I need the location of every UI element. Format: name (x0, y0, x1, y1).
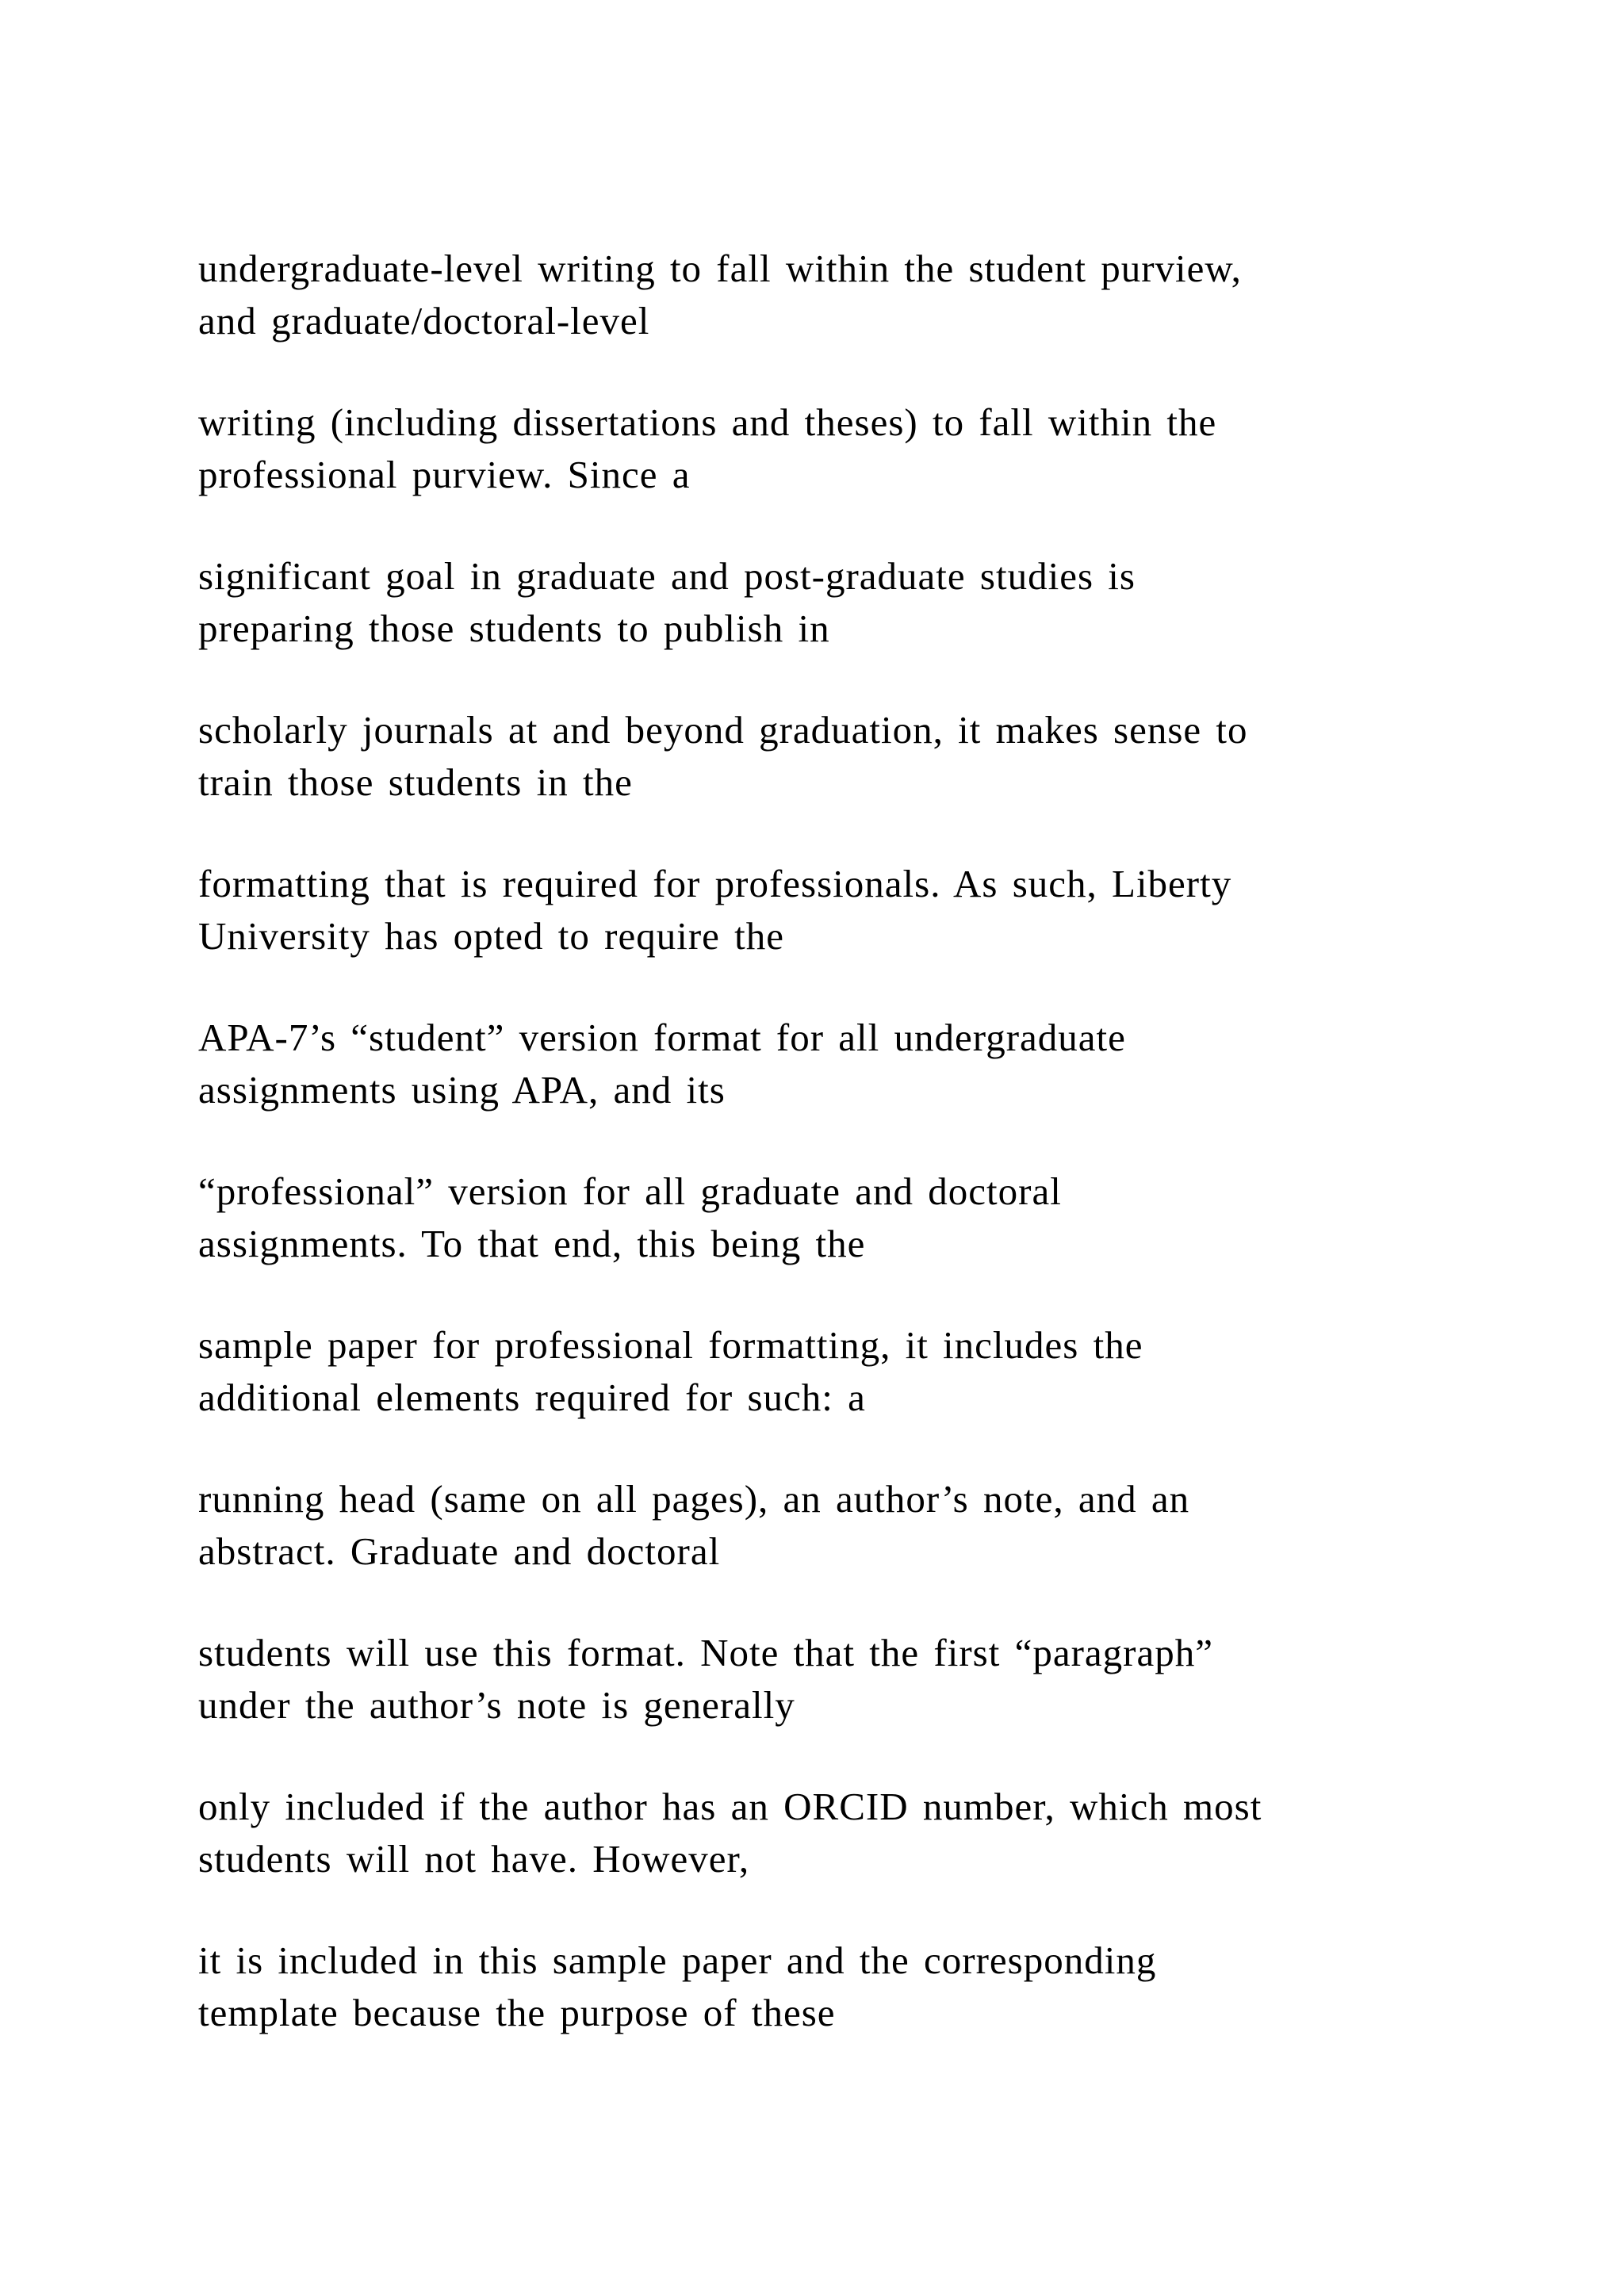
text-line: scholarly journals at and beyond graduation, it makes sense to (198, 708, 1248, 752)
paragraph-11 (198, 1781, 1467, 1885)
paragraph-2 (198, 396, 1467, 501)
text-line: it is included in this sample paper and the corresponding (198, 1938, 1157, 1982)
text-line: students will use this format. Note that the first “paragraph” (198, 1631, 1213, 1674)
text-line: University has opted to require the (198, 914, 785, 958)
text-line: and graduate/doctoral-level (198, 299, 650, 342)
paragraph-9 (198, 1473, 1467, 1578)
text-line: sample paper for professional formatting, it includes the (198, 1323, 1143, 1367)
text-line: undergraduate-level writing to fall within the student purview, (198, 247, 1242, 290)
text-line: template because the purpose of these (198, 1991, 836, 2034)
text-line: writing (including dissertations and theses) to fall within the (198, 400, 1217, 444)
paragraph-7 (198, 1165, 1467, 1270)
paragraph-4 (198, 704, 1467, 809)
text-line: significant goal in graduate and post-graduate studies is (198, 554, 1136, 598)
text-line: APA-7’s “student” version format for all undergraduate (198, 1016, 1126, 1059)
paragraph-6 (198, 1012, 1467, 1116)
text-line: running head (same on all pages), an author’s note, and an (198, 1477, 1190, 1521)
text-line: preparing those students to publish in (198, 607, 830, 650)
text-line: train those students in the (198, 760, 633, 804)
text-line: formatting that is required for professionals. As such, Liberty (198, 862, 1232, 905)
text-line: only included if the author has an ORCID number, which most (198, 1785, 1262, 1828)
text-line: “professional” version for all graduate and doctoral (198, 1169, 1062, 1213)
text-line: professional purview. Since a (198, 453, 691, 496)
paragraph-8 (198, 1319, 1467, 1424)
paragraph-10 (198, 1627, 1467, 1732)
paragraph-3 (198, 550, 1467, 655)
text-line: assignments using APA, and its (198, 1068, 726, 1112)
text-line: assignments. To that end, this being the (198, 1222, 866, 1265)
text-line: additional elements required for such: a (198, 1376, 866, 1419)
text-line: abstract. Graduate and doctoral (198, 1529, 721, 1573)
paragraph-1 (198, 243, 1467, 347)
text-line: students will not have. However, (198, 1837, 750, 1881)
paragraph-5 (198, 858, 1467, 962)
text-line: under the author’s note is generally (198, 1683, 795, 1727)
document-body (198, 243, 1467, 2088)
paragraph-12 (198, 1934, 1467, 2039)
